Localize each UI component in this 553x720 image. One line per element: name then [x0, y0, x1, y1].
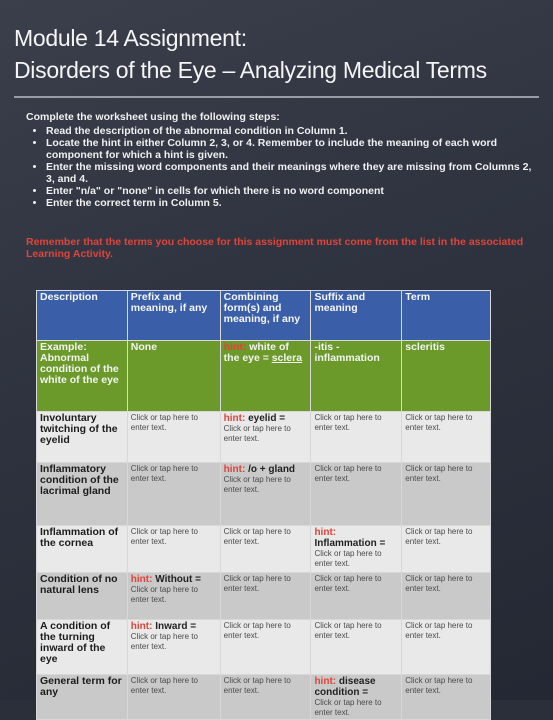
hint-cell[interactable]: [311, 526, 402, 573]
row-description: Involuntary twitching of the eyelid: [37, 412, 128, 463]
answer-field[interactable]: Click or tap here to enter text.: [402, 675, 491, 720]
answer-field[interactable]: Click or tap here to enter text.: [127, 526, 220, 573]
instruction-step: • Read the description of the abnormal condition in Column 1.: [46, 125, 541, 137]
answer-field[interactable]: Click or tap here to enter text.: [402, 526, 491, 573]
title-divider: [14, 96, 539, 98]
hint-text: disease condition =: [314, 676, 376, 698]
instruction-step: • Enter the missing word components and their meanings where they are missing from Columns 2, 3, and 4.: [46, 161, 541, 185]
row-description: Inflammation of the cornea: [37, 526, 128, 573]
hint-label: hint:: [314, 676, 337, 687]
answer-field[interactable]: Click or tap here to enter text.: [311, 573, 402, 620]
hint-label: hint:: [130, 574, 153, 585]
answer-field[interactable]: Click or tap here to enter text.: [127, 463, 220, 526]
answer-field[interactable]: Click or tap here to enter text.: [220, 526, 311, 573]
answer-field[interactable]: Click or tap here to enter text.: [311, 412, 402, 463]
answer-field[interactable]: Click or tap here to enter text.: [127, 412, 220, 463]
table-row: [37, 526, 491, 573]
instructions: [26, 111, 541, 209]
hint-label: hint:: [130, 621, 153, 632]
column-header: Suffix and meaning: [311, 291, 402, 341]
table-row: [37, 573, 491, 620]
example-suffix: -itis - inflammation: [311, 341, 402, 412]
title-line-2: Disorders of the Eye – Analyzing Medical Terms: [14, 57, 487, 83]
answer-placeholder: Click or tap here to enter text.: [130, 632, 198, 651]
hint-label: hint:: [314, 527, 337, 538]
example-answer: sclera: [271, 352, 303, 364]
instruction-step: • Enter "n/a" or "none" in cells for which there is no word component: [46, 185, 541, 197]
hint-text: /o + gland: [248, 464, 296, 475]
title-line-1: Module 14 Assignment:: [14, 25, 247, 51]
column-header: Combining form(s) and meaning, if any: [220, 291, 311, 341]
answer-field[interactable]: Click or tap here to enter text.: [402, 412, 491, 463]
example-term: scleritis: [402, 341, 491, 412]
table-row: [37, 620, 491, 675]
answer-field[interactable]: Click or tap here to enter text.: [220, 573, 311, 620]
instruction-step: • Enter the correct term in Column 5.: [46, 197, 541, 209]
instructions-intro: Complete the worksheet using the following steps:: [26, 111, 280, 123]
hint-text: Inflammation =: [314, 538, 386, 549]
page-title: [14, 22, 544, 86]
hint-cell[interactable]: [220, 412, 311, 463]
row-description: A condition of the turning inward of the eye: [37, 620, 128, 675]
hint-label: hint:: [223, 464, 246, 475]
answer-field[interactable]: Click or tap here to enter text.: [402, 620, 491, 675]
instructions-list: [26, 125, 541, 209]
answer-field[interactable]: Click or tap here to enter text.: [220, 620, 311, 675]
answer-field[interactable]: Click or tap here to enter text.: [127, 675, 220, 720]
row-description: Condition of no natural lens: [37, 573, 128, 620]
worksheet-table: [36, 290, 491, 720]
hint-cell[interactable]: [311, 675, 402, 720]
answer-field[interactable]: Click or tap here to enter text.: [402, 463, 491, 526]
hint-cell[interactable]: [127, 620, 220, 675]
column-header: Prefix and meaning, if any: [127, 291, 220, 341]
answer-field[interactable]: Click or tap here to enter text.: [402, 573, 491, 620]
column-header: Term: [402, 291, 491, 341]
column-header: Description: [37, 291, 128, 341]
table-row: [37, 463, 491, 526]
answer-placeholder: Click or tap here to enter text.: [130, 585, 198, 604]
answer-placeholder: Click or tap here to enter text.: [223, 475, 291, 494]
table-header-row: [37, 291, 491, 341]
answer-field[interactable]: Click or tap here to enter text.: [220, 675, 311, 720]
table-row: [37, 412, 491, 463]
example-description: Example: Abnormal condition of the white of the eye: [37, 341, 128, 412]
row-description: Inflammatory condition of the lacrimal gland: [37, 463, 128, 526]
answer-field[interactable]: Click or tap here to enter text.: [311, 620, 402, 675]
answer-field[interactable]: Click or tap here to enter text.: [311, 463, 402, 526]
hint-label: hint:: [223, 413, 246, 424]
hint-cell[interactable]: [220, 463, 311, 526]
hint-text: eyelid =: [248, 413, 286, 424]
table-row: [37, 675, 491, 720]
row-description: General term for any: [37, 675, 128, 720]
example-prefix: None: [127, 341, 220, 412]
hint-cell[interactable]: [127, 573, 220, 620]
hint-text: Without =: [155, 574, 201, 585]
example-row: [37, 341, 491, 412]
hint-text: Inward =: [155, 621, 197, 632]
answer-placeholder: Click or tap here to enter text.: [314, 549, 382, 568]
instruction-step: • Locate the hint in either Column 2, 3, or 4. Remember to include the meaning of each word component for which a hint is given.: [46, 137, 541, 161]
answer-placeholder: Click or tap here to enter text.: [223, 424, 291, 443]
warning-note: Remember that the terms you choose for this assignment must come from the list in the associated Learning Activity.: [26, 236, 524, 260]
example-combining: hint: white of the eye = sclera: [220, 341, 311, 412]
hint-label: hint:: [223, 341, 247, 353]
answer-placeholder: Click or tap here to enter text.: [314, 698, 382, 717]
